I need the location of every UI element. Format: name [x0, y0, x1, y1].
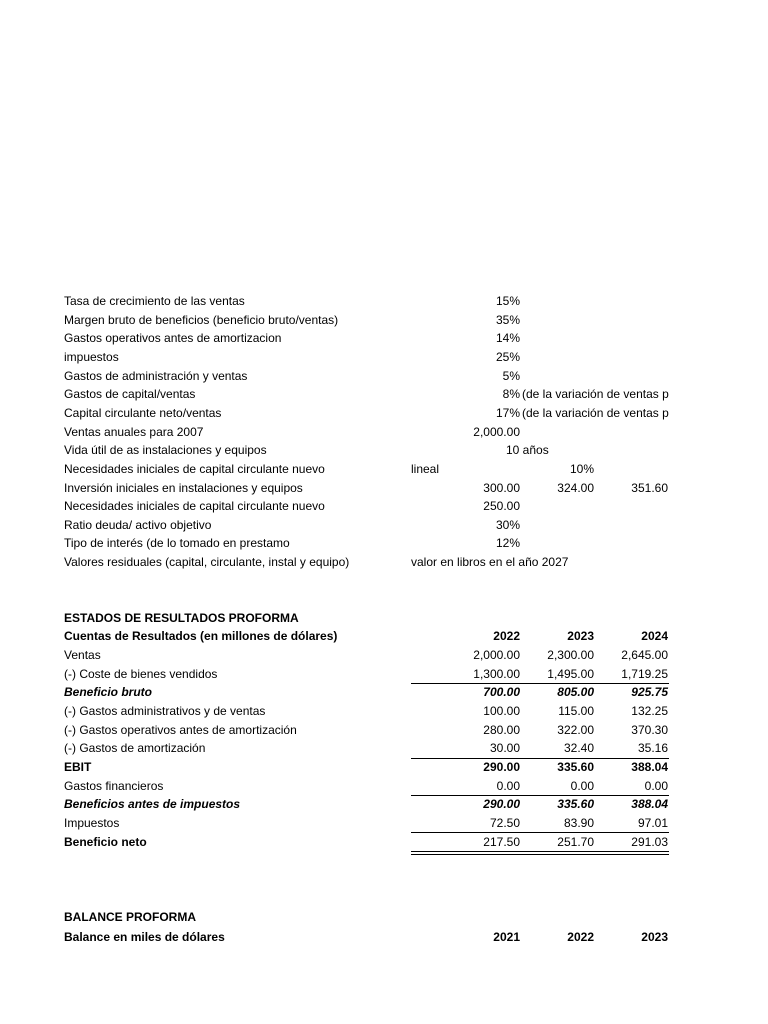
income-cell: 290.00: [483, 760, 520, 774]
income-cell: 322.00: [557, 723, 594, 737]
param-value: 30%: [495, 518, 520, 532]
income-year-header: 2023: [567, 629, 594, 643]
income-row-label: (-) Gastos de amortización: [64, 741, 206, 755]
param-value: 5%: [502, 369, 520, 383]
balance-header-label: Balance en miles de dólares: [64, 930, 225, 944]
param-label: Capital circulante neto/ventas: [64, 406, 222, 420]
income-cell: 1,300.00: [473, 667, 520, 681]
param-label: Ventas anuales para 2007: [64, 425, 204, 439]
income-cell: 291.03: [631, 835, 668, 849]
income-row-label: Beneficio neto: [64, 835, 147, 849]
param-label: impuestos: [64, 350, 119, 364]
param-label: Necesidades iniciales de capital circulante nuevo: [64, 462, 325, 476]
income-cell: 388.04: [631, 797, 668, 811]
income-cell: 100.00: [483, 704, 520, 718]
income-row-label: Ventas: [64, 648, 101, 662]
param-value: 10 años: [506, 443, 549, 457]
param-label: Necesidades iniciales de capital circulante nuevo: [64, 499, 325, 513]
param-note: (de la variación de ventas p: [522, 406, 669, 420]
param-label: Valores residuales (capital, circulante, instal y equipo): [64, 555, 350, 569]
income-cell: 700.00: [483, 685, 520, 699]
income-header-label: Cuentas de Resultados (en millones de dólares): [64, 629, 338, 643]
param-label: Vida útil de as instalaciones y equipos: [64, 443, 267, 457]
param-value: 8%: [502, 387, 520, 401]
income-cell: 335.60: [557, 760, 594, 774]
income-cell: 132.25: [631, 704, 668, 718]
param-label: Inversión iniciales en instalaciones y equipos: [64, 481, 303, 495]
param-label: Margen bruto de beneficios (beneficio bruto/ventas): [64, 313, 339, 327]
total-double-rule: [411, 851, 669, 855]
income-cell: 2,000.00: [473, 648, 520, 662]
param-label: Tasa de crecimiento de las ventas: [64, 294, 245, 308]
income-cell: 0.00: [496, 779, 520, 793]
income-cell: 35.16: [637, 741, 668, 755]
income-cell: 1,719.25: [621, 667, 668, 681]
income-cell: 280.00: [483, 723, 520, 737]
param-rate: 10%: [569, 462, 594, 476]
balance-title: BALANCE PROFORMA: [64, 910, 196, 924]
income-cell: 335.60: [557, 797, 594, 811]
income-cell: 251.70: [557, 835, 594, 849]
income-cell: 2,645.00: [621, 648, 668, 662]
income-row-label: Beneficios antes de impuestos: [64, 797, 241, 811]
income-title: ESTADOS DE RESULTADOS PROFORMA: [64, 611, 299, 625]
param-value: 15%: [495, 294, 520, 308]
income-cell: 115.00: [558, 704, 594, 718]
param-value: 2,000.00: [473, 425, 520, 439]
income-cell: 1,495.00: [547, 667, 594, 681]
param-value: 250.00: [483, 499, 520, 513]
income-cell: 805.00: [557, 685, 594, 699]
income-cell: 97.01: [637, 816, 668, 830]
param-label: Gastos operativos antes de amortizacion: [64, 331, 282, 345]
income-row-label: Beneficio bruto: [64, 685, 153, 699]
income-cell: 290.00: [483, 797, 520, 811]
param-value: 35%: [495, 313, 520, 327]
param-value-2: 324.00: [557, 481, 594, 495]
param-label: Gastos de administración y ventas: [64, 369, 248, 383]
param-label: Gastos de capital/ventas: [64, 387, 196, 401]
param-value-3: 351.60: [631, 481, 668, 495]
balance-year-header: 2023: [641, 930, 668, 944]
income-row-label: EBIT: [64, 760, 92, 774]
param-note: (de la variación de ventas p: [522, 387, 669, 401]
income-cell: 32.40: [563, 741, 594, 755]
income-cell: 83.90: [563, 816, 594, 830]
param-value: 17%: [495, 406, 520, 420]
income-row-label: (-) Gastos operativos antes de amortización: [64, 723, 297, 737]
param-residual-note: valor en libros en el año 2027: [411, 555, 569, 569]
income-cell: 388.04: [631, 760, 668, 774]
balance-year-header: 2021: [493, 930, 520, 944]
param-value: 14%: [495, 331, 520, 345]
income-row-label: Impuestos: [64, 816, 120, 830]
param-label: Tipo de interés (de lo tomado en prestamo: [64, 536, 290, 550]
income-cell: 0.00: [570, 779, 594, 793]
income-cell: 925.75: [631, 685, 668, 699]
income-cell: 217.50: [483, 835, 520, 849]
param-label: Ratio deuda/ activo objetivo: [64, 518, 212, 532]
param-method: lineal: [411, 462, 440, 476]
income-cell: 72.50: [489, 816, 520, 830]
param-value: 25%: [495, 350, 520, 364]
income-cell: 30.00: [489, 741, 520, 755]
income-cell: 370.30: [631, 723, 668, 737]
income-year-header: 2022: [493, 629, 520, 643]
income-cell: 0.00: [644, 779, 668, 793]
param-value: 12%: [495, 536, 520, 550]
income-row-label: Gastos financieros: [64, 779, 164, 793]
income-row-label: (-) Gastos administrativos y de ventas: [64, 704, 266, 718]
income-row-label: (-) Coste de bienes vendidos: [64, 667, 218, 681]
param-value: 300.00: [483, 481, 520, 495]
balance-year-header: 2022: [567, 930, 594, 944]
income-cell: 2,300.00: [547, 648, 594, 662]
income-year-header: 2024: [641, 629, 668, 643]
